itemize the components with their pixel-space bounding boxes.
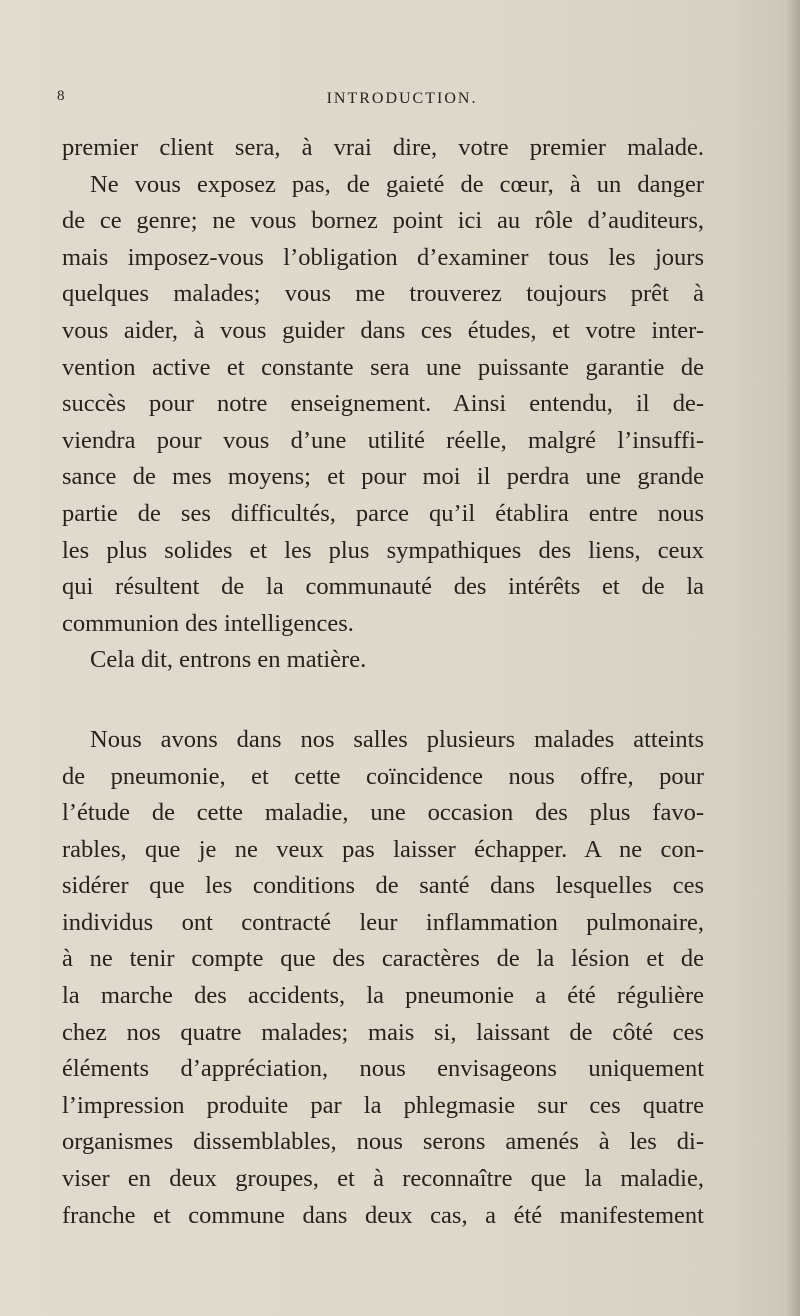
text-line: individus ont contracté leur inflammation pulmonaire, — [62, 908, 704, 936]
text-line: les plus solides et les plus sympathiques des liens, ceux — [62, 536, 704, 564]
text-line: organismes dissemblables, nous serons amenés à les di- — [62, 1128, 704, 1156]
text-line: vention active et constante sera une puissante garantie de — [62, 353, 704, 381]
text-line: Ne vous exposez pas, de gaieté de cœur, à un danger — [90, 170, 704, 198]
text-line: partie de ses difficultés, parce qu’il établira entre nous — [62, 499, 704, 527]
page-edge-shadow — [786, 0, 800, 1316]
text-line: éléments d’appréciation, nous envisageons uniquement — [62, 1055, 704, 1083]
text-line: sidérer que les conditions de santé dans lesquelles ces — [62, 872, 704, 900]
text-line: de pneumonie, et cette coïncidence nous offre, pour — [62, 762, 704, 790]
text-line: vous aider, à vous guider dans ces études, et votre inter- — [62, 316, 704, 344]
text-line: la marche des accidents, la pneumonie a été régulière — [62, 982, 704, 1010]
text-line: Nous avons dans nos salles plusieurs malades atteints — [90, 725, 704, 753]
text-line: franche et commune dans deux cas, a été manifestement — [62, 1201, 704, 1229]
text-line: succès pour notre enseignement. Ainsi entendu, il de- — [62, 390, 704, 418]
section-break — [62, 679, 704, 722]
text-line: rables, que je ne veux pas laisser échapper. A ne con- — [62, 835, 704, 863]
text-line: chez nos quatre malades; mais si, laissant de côté ces — [62, 1018, 704, 1046]
body-text — [62, 130, 704, 1234]
text-line: sance de mes moyens; et pour moi il perdra une grande — [62, 463, 704, 491]
text-line: à ne tenir compte que des caractères de la lésion et de — [62, 945, 704, 973]
text-line: viendra pour vous d’une utilité réelle, malgré l’insuffi- — [62, 426, 704, 454]
text-line: mais imposez-vous l’obligation d’examiner tous les jours — [62, 243, 704, 271]
text-line: viser en deux groupes, et à reconnaître que la maladie, — [62, 1165, 704, 1193]
text-line: quelques malades; vous me trouverez toujours prêt à — [62, 280, 704, 308]
running-title: INTRODUCTION. — [326, 90, 478, 107]
text-line: premier client sera, à vrai dire, votre premier malade. — [62, 134, 704, 161]
text-line: de ce genre; ne vous bornez point ici au rôle d’auditeurs, — [62, 207, 704, 235]
text-line: l’étude de cette maladie, une occasion des plus favo- — [62, 799, 704, 827]
text-line: l’impression produite par la phlegmasie sur ces quatre — [62, 1091, 704, 1119]
page-number: 8 — [57, 88, 66, 104]
running-head — [52, 88, 692, 112]
text-line: qui résultent de la communauté des intérêts et de la — [62, 573, 704, 601]
text-line: Cela dit, entrons en matière. — [90, 646, 367, 674]
text-line: communion des intelligences. — [62, 609, 354, 637]
